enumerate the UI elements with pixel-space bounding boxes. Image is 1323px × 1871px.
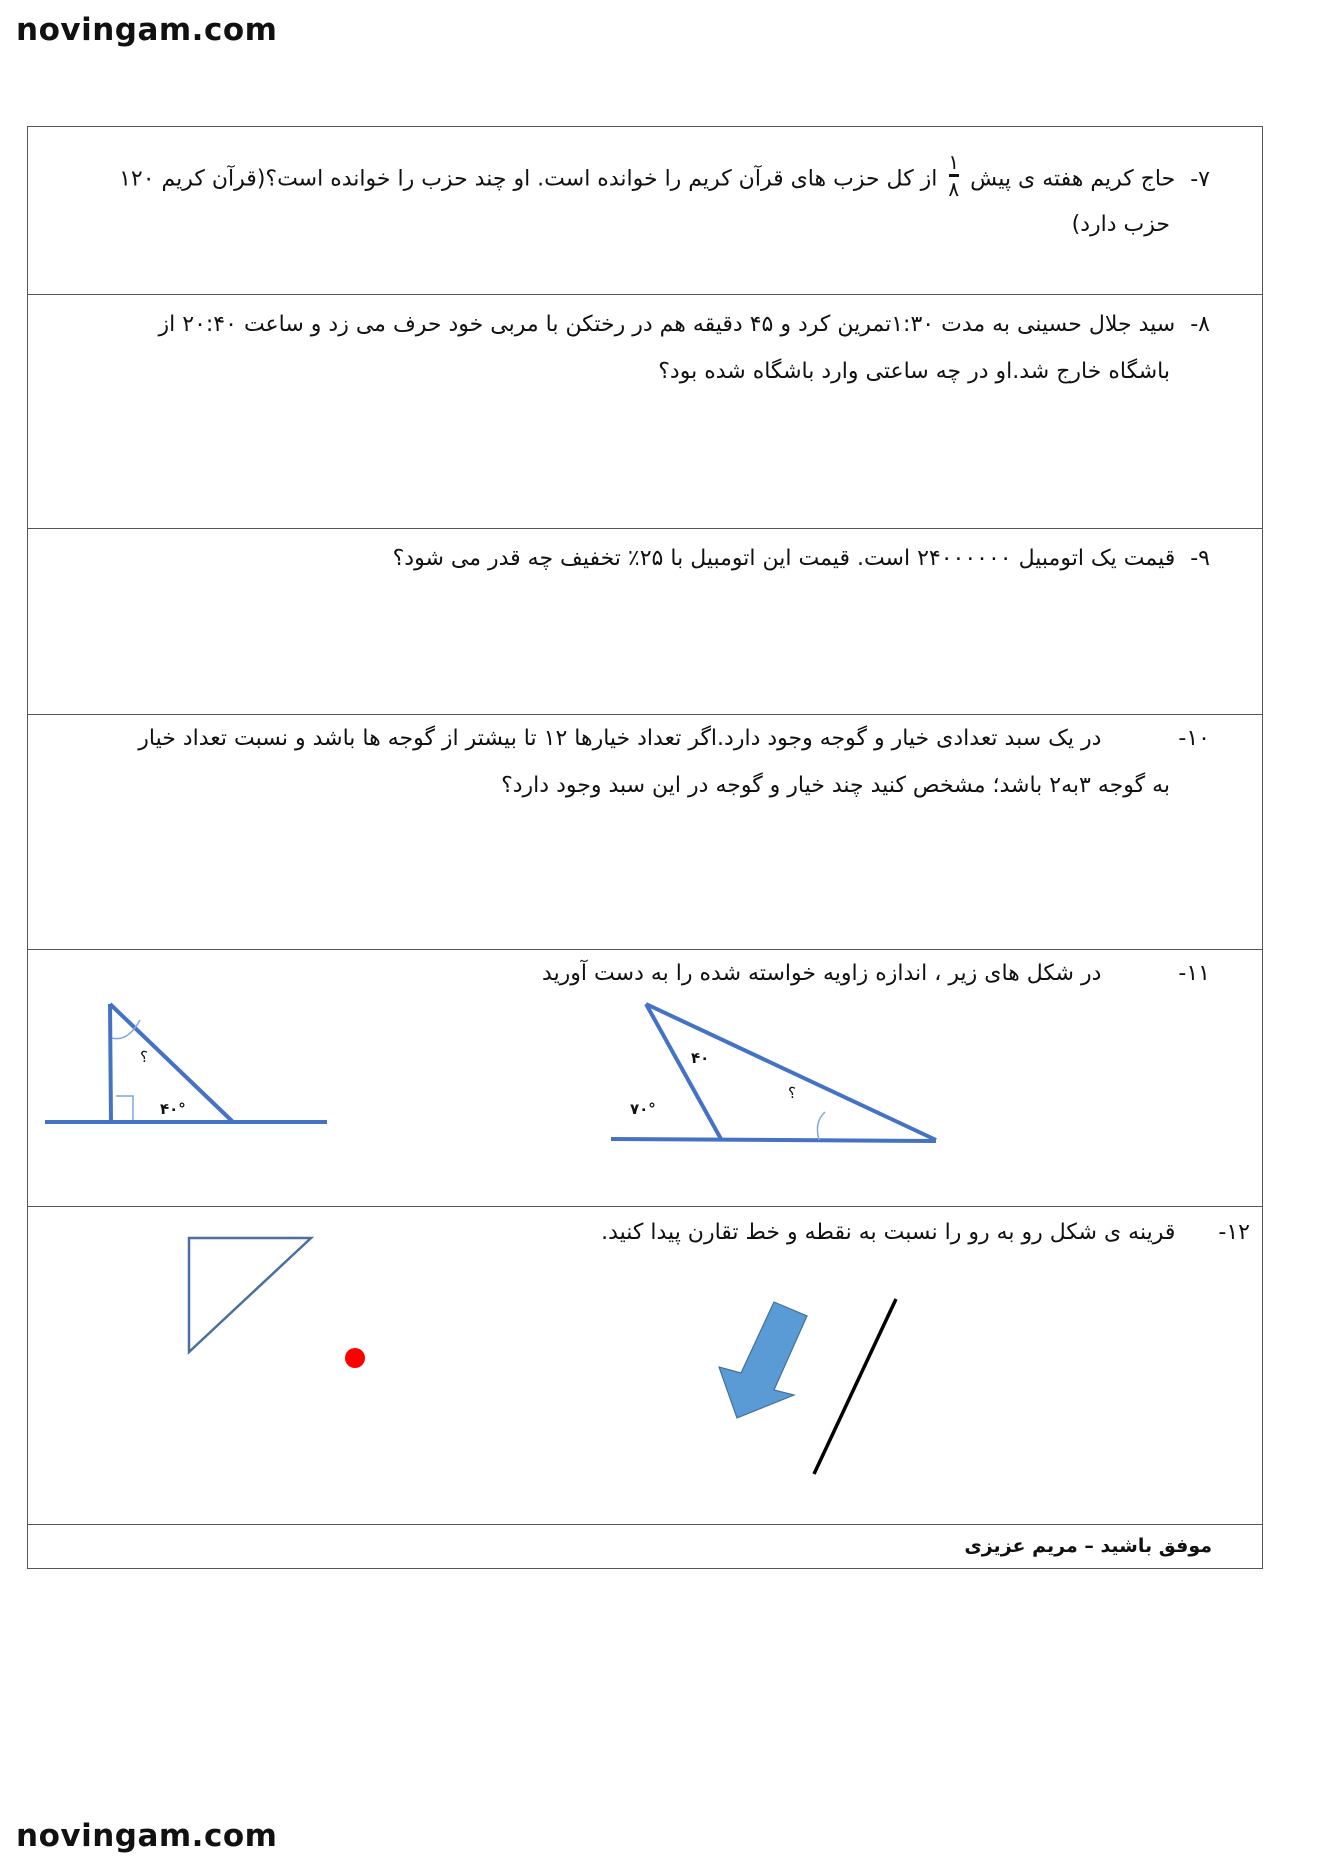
center-point [345, 1348, 365, 1368]
symmetry-line [814, 1299, 896, 1474]
question-10 [28, 715, 1262, 950]
triangle-side [646, 1004, 721, 1139]
question-8-line2-text: باشگاه خارج شد.او در چه ساعتی وارد باشگاه شده بود؟ [658, 359, 1170, 384]
right-triangle-figure [611, 1004, 936, 1141]
question-number: ۷- [1190, 166, 1210, 192]
signature: موفق باشید – مریم عزیزی [964, 1535, 1212, 1557]
worksheet-table [27, 126, 1263, 1569]
question-number: ۸- [1190, 312, 1210, 337]
question-number: ۱۱- [1178, 961, 1210, 986]
question-12 [28, 1207, 1262, 1525]
question-7 [28, 127, 1262, 295]
question-8 [28, 295, 1262, 529]
right-angle-marker [116, 1096, 133, 1120]
question-11 [28, 950, 1262, 1207]
fraction-denominator: ۸ [948, 177, 960, 201]
footer-row [28, 1525, 1262, 1568]
fraction-numerator: ۱ [948, 150, 960, 174]
question-8-line1 [40, 301, 1210, 348]
question-8-line1-text: سید جلال حسینی به مدت ۱:۳۰تمرین کرد و ۴۵ دقیقه هم در رختکن با مربی خود حرف می زد و ساعت ۲۰:۴۰ از [158, 312, 1176, 337]
question-7-line1a: حاج کریم هفته ی پیش [970, 166, 1176, 192]
question-10-line1 [20, 715, 1210, 762]
question-10-line1-text: در یک سبد تعدادی خیار و گوجه وجود دارد.اگر تعداد خیارها ۱۲ تا بیشتر از گوجه ها باشد و نسبت تعداد خیار [138, 726, 1102, 751]
known-angle-label: ۴۰° [160, 1100, 186, 1118]
question-8-line2 [658, 348, 1170, 395]
watermark-top: novingam.com [16, 12, 278, 48]
question-number: ۹- [1190, 546, 1210, 571]
question-10-line2-text: به گوجه ۳به۲ باشد؛ مشخص کنید چند خیار و گوجه در این سبد وجود دارد؟ [501, 773, 1170, 798]
question-9 [28, 529, 1262, 715]
fraction [948, 151, 959, 200]
angle-arc [817, 1112, 825, 1140]
question-10-line2 [501, 762, 1170, 809]
unknown-angle-label: ؟ [140, 1048, 148, 1066]
triangle-side [110, 1004, 111, 1122]
triangle-side [646, 1004, 936, 1140]
question-7-line2 [1072, 201, 1170, 248]
question-9-line1 [393, 535, 1210, 582]
triangle-shape [189, 1238, 311, 1352]
question-7-text [60, 150, 1210, 204]
exterior-angle-label: ۷۰° [630, 1100, 656, 1118]
interior-angle-label: ۴۰ [691, 1049, 710, 1067]
question-9-line1-text: قیمت یک اتومبیل ۲۴۰۰۰۰۰۰ است. قیمت این اتومبیل با ۲۵٪ تخفیف چه قدر می شود؟ [392, 546, 1176, 571]
question-12-line1-text: قرینه ی شکل رو به رو را نسبت به نقطه و خط تقارن پیدا کنید. [601, 1220, 1176, 1245]
question-12-figures [28, 1207, 1264, 1525]
arrow-shape [719, 1302, 807, 1418]
question-7-line2-text: حزب دارد) [1071, 212, 1170, 237]
question-11-figures [28, 950, 1264, 1207]
left-triangle-figure [45, 1004, 327, 1122]
question-7-line1b: از کل حزب های قرآن کریم را خوانده است. او چند حزب را خوانده است؟(قرآن کریم ۱۲۰ [119, 166, 938, 192]
question-number: ۱۲- [1218, 1220, 1250, 1245]
baseline [611, 1139, 936, 1141]
question-11-line1-text: در شکل های زیر ، اندازه زاویه خواسته شده را به دست آورید [542, 961, 1102, 986]
question-number: ۱۰- [1178, 726, 1210, 751]
watermark-bottom: novingam.com [16, 1818, 278, 1854]
unknown-angle-label: ؟ [788, 1084, 796, 1102]
